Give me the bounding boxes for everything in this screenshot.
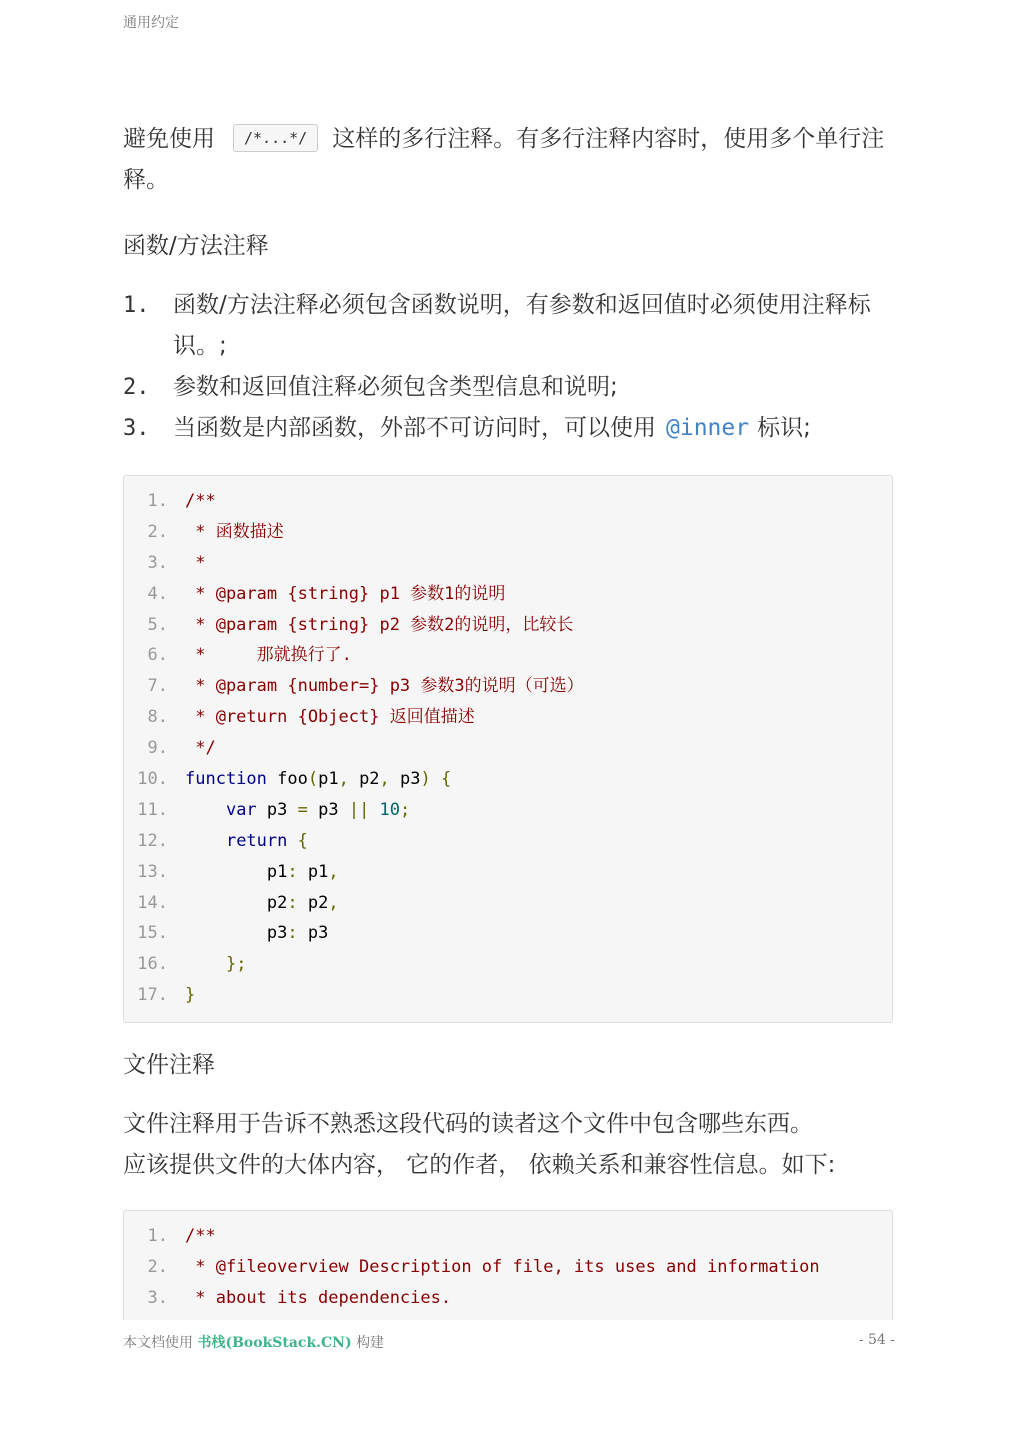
code-keyword: return bbox=[225, 830, 288, 851]
file-comment-paragraph-1: 文件注释用于告诉不熟悉这段代码的读者这个文件中包含哪些东西。 bbox=[123, 1111, 813, 1137]
code-text bbox=[185, 795, 410, 826]
inline-code-multiline-comment: /*...*/ bbox=[233, 124, 318, 152]
code-text: * @param {number=} p3 参数3的说明（可选） bbox=[185, 676, 584, 697]
code-line bbox=[124, 888, 892, 919]
code-line bbox=[124, 517, 892, 548]
code-text bbox=[185, 857, 339, 888]
code-text: */ bbox=[185, 738, 216, 759]
code-text: /** bbox=[185, 491, 216, 511]
code-punctuation: }; bbox=[225, 954, 247, 975]
code-identifier: p3 bbox=[389, 769, 421, 790]
code-text: * 函数描述 bbox=[185, 521, 284, 542]
line-number: 2. bbox=[147, 521, 168, 542]
code-indent bbox=[185, 923, 267, 943]
code-punctuation: || bbox=[348, 799, 370, 820]
line-number: 9. bbox=[147, 738, 168, 759]
list-item bbox=[123, 367, 895, 408]
code-line bbox=[124, 949, 892, 980]
function-comment-code-block bbox=[123, 475, 893, 1023]
list-text: 函数/方法注释必须包含函数说明，有参数和返回值时必须使用注释标识。; bbox=[173, 292, 871, 359]
line-number: 1. bbox=[147, 1226, 168, 1246]
code-line bbox=[124, 857, 892, 888]
code-punctuation: : bbox=[287, 892, 298, 913]
code-line bbox=[124, 610, 892, 641]
code-text bbox=[185, 918, 328, 949]
line-number: 1. bbox=[147, 491, 168, 511]
code-punctuation: , bbox=[328, 892, 339, 913]
code-number: 10 bbox=[369, 799, 401, 820]
code-text: * @fileoverview Description of file, its uses and information bbox=[185, 1256, 820, 1277]
code-identifier: foo bbox=[266, 769, 308, 790]
code-indent bbox=[185, 862, 267, 882]
code-punctuation: , bbox=[338, 769, 349, 790]
code-punctuation: ( bbox=[307, 769, 319, 790]
code-text: * @param {string} p2 参数2的说明，比较长 bbox=[185, 614, 574, 635]
code-punctuation: { bbox=[287, 830, 308, 851]
section-heading-function-comments: 函数/方法注释 bbox=[123, 233, 269, 259]
list-item bbox=[123, 285, 895, 367]
code-line bbox=[124, 795, 892, 826]
intro-before: 避免使用 bbox=[123, 126, 215, 152]
code-text: * about its dependencies. bbox=[185, 1287, 452, 1308]
code-line bbox=[124, 764, 892, 795]
code-punctuation: = bbox=[297, 799, 308, 820]
code-identifier: p2 bbox=[297, 892, 329, 913]
line-number: 17. bbox=[137, 985, 168, 1006]
code-indent bbox=[185, 800, 226, 820]
code-identifier: p3 bbox=[307, 799, 349, 820]
code-indent bbox=[185, 893, 267, 913]
code-text bbox=[185, 826, 308, 857]
footer-credit bbox=[123, 1332, 384, 1352]
line-number: 11. bbox=[137, 799, 168, 820]
code-line bbox=[124, 1221, 892, 1252]
inner-tag-code: @inner bbox=[666, 415, 750, 441]
list-item bbox=[123, 408, 895, 449]
code-identifier: p1 bbox=[318, 769, 339, 790]
code-text: * @return {Object} 返回值描述 bbox=[185, 707, 475, 728]
line-number: 3. bbox=[147, 552, 168, 573]
line-number: 16. bbox=[137, 954, 168, 975]
code-line bbox=[124, 1283, 892, 1314]
code-indent bbox=[185, 831, 226, 851]
code-line bbox=[124, 1252, 892, 1283]
section-heading-file-comments: 文件注释 bbox=[123, 1052, 215, 1078]
footer-suffix: 构建 bbox=[356, 1335, 385, 1351]
page-number: - 54 - bbox=[858, 1332, 895, 1348]
line-number: 12. bbox=[137, 830, 168, 851]
list-text-before: 当函数是内部函数，外部不可访问时，可以使用 bbox=[173, 415, 656, 441]
code-keyword: var bbox=[225, 799, 257, 820]
list-number: 2. bbox=[123, 375, 150, 400]
code-punctuation: ) bbox=[420, 769, 431, 790]
code-identifier: p2 bbox=[348, 769, 380, 790]
line-number: 7. bbox=[147, 676, 168, 697]
function-comment-rules-list bbox=[123, 285, 895, 449]
file-comment-code-block bbox=[123, 1210, 893, 1320]
code-line bbox=[124, 671, 892, 702]
code-identifier: p3 bbox=[266, 923, 288, 944]
line-number: 2. bbox=[147, 1256, 168, 1277]
code-line bbox=[124, 980, 892, 1011]
line-number: 10. bbox=[137, 769, 168, 790]
code-line bbox=[124, 826, 892, 857]
code-indent bbox=[185, 954, 226, 974]
line-number: 8. bbox=[147, 707, 168, 728]
code-identifier: p1 bbox=[297, 861, 329, 882]
code-identifier: p3 bbox=[256, 799, 298, 820]
code-text: * @param {string} p1 参数1的说明 bbox=[185, 583, 506, 604]
code-text bbox=[185, 980, 195, 1011]
code-punctuation: : bbox=[287, 861, 298, 882]
line-number: 4. bbox=[147, 583, 168, 604]
intro-after: 这样的多行注释。有多行注释内容时，使用多个单行注释。 bbox=[123, 126, 885, 193]
code-punctuation: } bbox=[185, 985, 196, 1006]
code-line bbox=[124, 733, 892, 764]
code-line bbox=[124, 486, 892, 517]
code-identifier: p2 bbox=[266, 892, 288, 913]
code-punctuation: { bbox=[430, 769, 452, 790]
line-number: 13. bbox=[137, 861, 168, 882]
code-line bbox=[124, 548, 892, 579]
code-text bbox=[185, 764, 451, 795]
code-punctuation: , bbox=[379, 769, 390, 790]
running-header: 通用约定 bbox=[123, 15, 179, 31]
intro-paragraph bbox=[123, 119, 895, 201]
code-text: * bbox=[185, 552, 206, 573]
code-text: * 那就换行了. bbox=[185, 645, 352, 666]
code-punctuation: , bbox=[328, 861, 339, 882]
code-identifier: p3 bbox=[297, 923, 329, 944]
footer-prefix: 本文档使用 bbox=[123, 1335, 193, 1351]
code-keyword: function bbox=[185, 769, 267, 790]
code-line bbox=[124, 702, 892, 733]
code-identifier: p1 bbox=[266, 861, 288, 882]
code-text bbox=[185, 888, 339, 919]
code-punctuation: ; bbox=[400, 799, 411, 820]
line-number: 14. bbox=[137, 892, 168, 913]
list-number: 1. bbox=[123, 293, 150, 318]
list-text-after: 标识; bbox=[757, 415, 811, 441]
code-line bbox=[124, 918, 892, 949]
list-text: 参数和返回值注释必须包含类型信息和说明; bbox=[173, 374, 618, 400]
list-number: 3. bbox=[123, 416, 150, 441]
file-comment-paragraph-2: 应该提供文件的大体内容， 它的作者， 依赖关系和兼容性信息。如下: bbox=[123, 1152, 836, 1178]
line-number: 15. bbox=[137, 923, 168, 944]
line-number: 3. bbox=[147, 1287, 168, 1308]
code-line bbox=[124, 640, 892, 671]
code-line bbox=[124, 579, 892, 610]
bookstack-link[interactable]: 书栈(BookStack.CN) bbox=[197, 1335, 352, 1351]
code-text: /** bbox=[185, 1226, 216, 1246]
line-number: 5. bbox=[147, 614, 168, 635]
line-number: 6. bbox=[147, 645, 168, 666]
code-text bbox=[185, 949, 246, 980]
code-punctuation: : bbox=[287, 923, 298, 944]
